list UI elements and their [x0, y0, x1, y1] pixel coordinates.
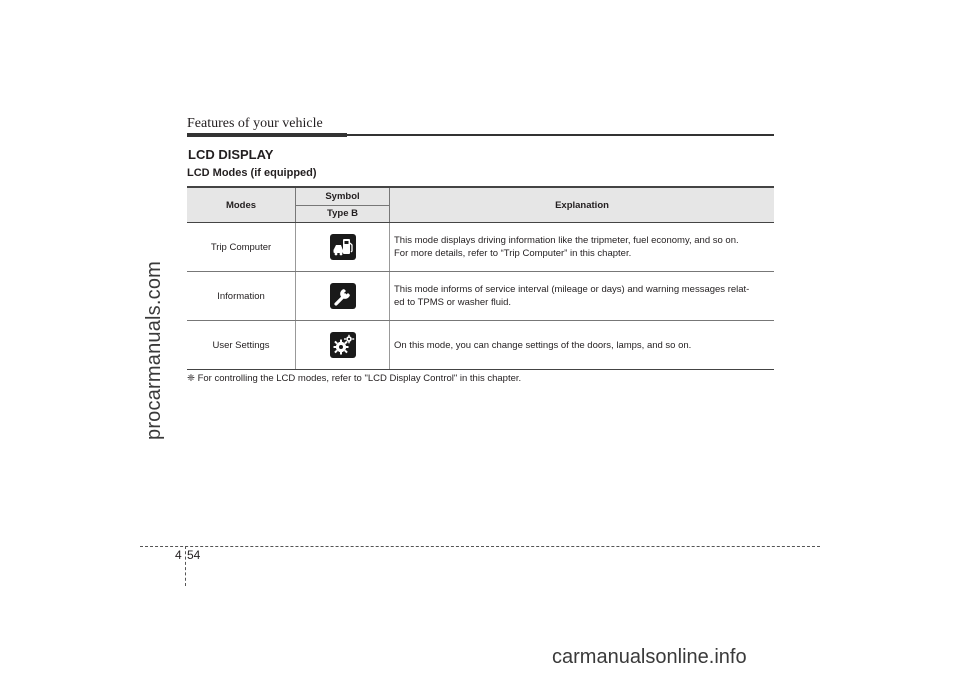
footer-divider-vertical: [185, 546, 186, 586]
table-row: [187, 321, 774, 370]
gears-icon: [330, 332, 356, 358]
mode-name: Information: [187, 272, 296, 321]
footnote: ❈ For controlling the LCD modes, refer to "LCD Display Control" in this chapter.: [187, 373, 522, 384]
wrench-icon: [330, 283, 356, 309]
page-title: LCD DISPLAY: [188, 147, 274, 162]
explanation-line: This mode informs of service interval (mileage or days) and warning messages relat-: [394, 284, 750, 295]
footer-divider: [140, 546, 820, 547]
header-modes: Modes: [187, 187, 296, 223]
header-type-b: Type B: [296, 205, 390, 223]
side-watermark: procarmanuals.com: [143, 260, 165, 440]
section-header-title: Features of your vehicle: [187, 116, 323, 131]
mode-explanation: [390, 223, 775, 272]
mode-explanation: [390, 272, 775, 321]
table-row: [187, 223, 774, 272]
symbol-cell: [296, 321, 390, 370]
lcd-modes-table: [187, 186, 774, 370]
symbol-cell: [296, 223, 390, 272]
mode-name: Trip Computer: [187, 223, 296, 272]
bottom-watermark: carmanualsonline.info: [552, 646, 747, 668]
chapter-number: 4: [175, 548, 182, 562]
page-number: 54: [187, 548, 201, 562]
explanation-line: This mode displays driving information like the tripmeter, fuel economy, and so on.: [394, 235, 739, 246]
mode-name: User Settings: [187, 321, 296, 370]
mode-explanation: [390, 321, 775, 370]
explanation-line: For more details, refer to “Trip Computer” in this chapter.: [394, 248, 632, 259]
table-title: LCD Modes (if equipped): [187, 167, 317, 179]
header-symbol: Symbol: [296, 187, 390, 205]
explanation-line: ed to TPMS or washer fluid.: [394, 297, 512, 308]
fuel-pump-icon: [330, 234, 356, 260]
symbol-cell: [296, 272, 390, 321]
header-rule-accent: [187, 133, 347, 137]
explanation-line: On this mode, you can change settings of the doors, lamps, and so on.: [394, 339, 692, 351]
table-row: [187, 272, 774, 321]
header-explanation: Explanation: [390, 187, 775, 223]
